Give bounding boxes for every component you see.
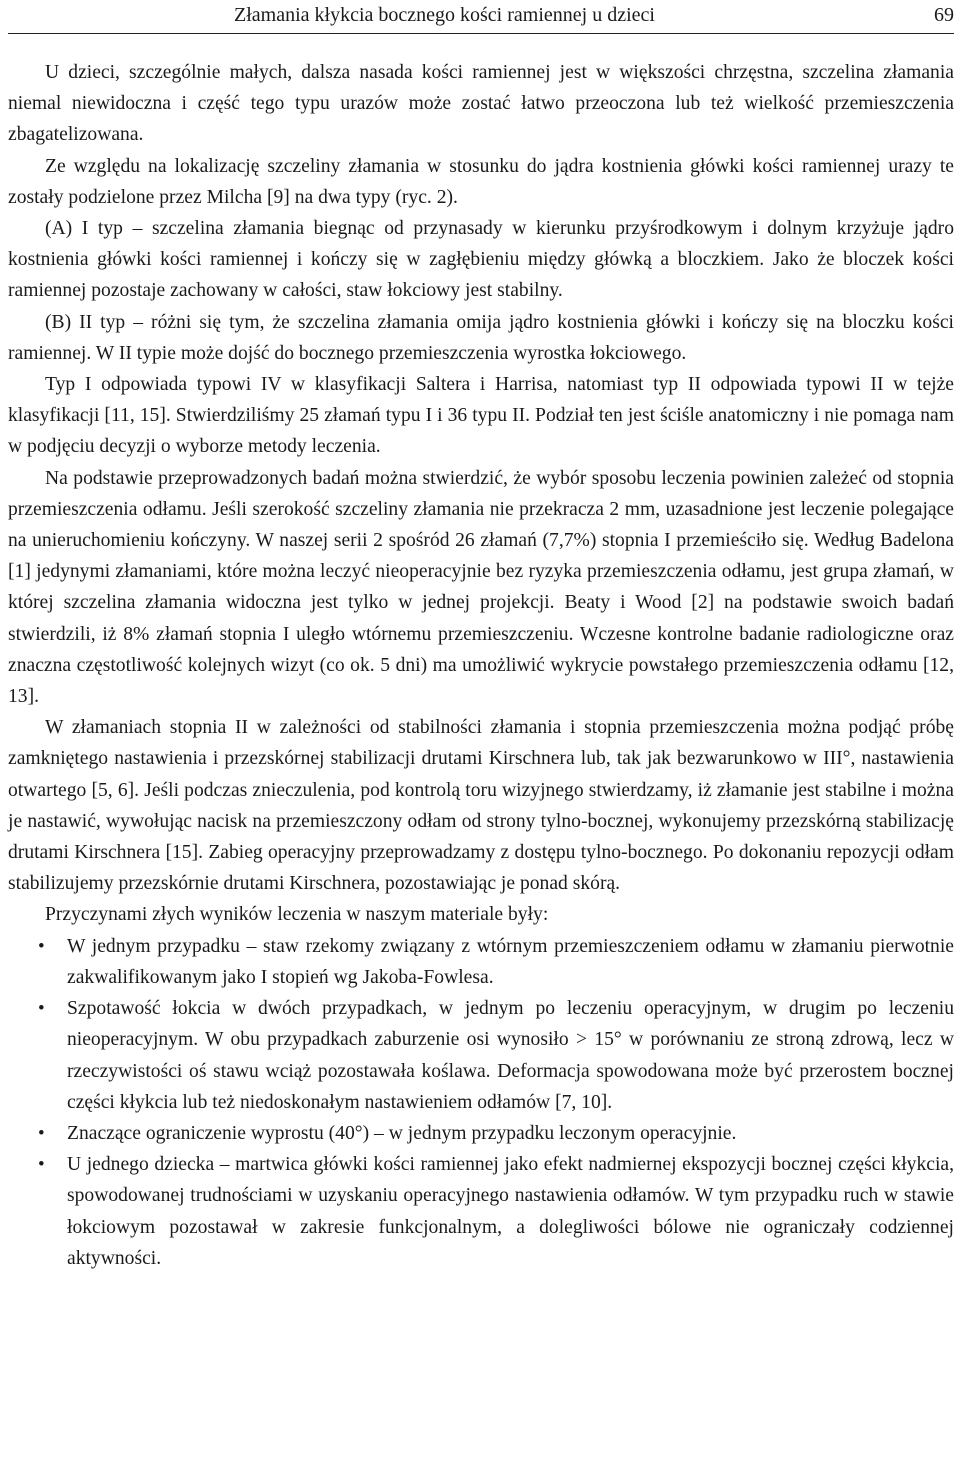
list-item-text: U jednego dziecka – martwica główki kości ramiennej jako efekt nadmiernej ekspozycji bocznej części kłykcia, spowodowanej trudnościami w uzyskaniu operacyjnego nastawienia odłamów. W tym przypadku ruch w stawie łokciowym pozostawał w zakresie funkcjonalnym, a dolegliwości bólowe nie ograniczały codziennej aktywności. (67, 1154, 954, 1269)
page-number: 69 (934, 4, 954, 26)
paragraph: U dzieci, szczególnie małych, dalsza nasada kości ramiennej jest w większości chrzęstna, szczelina złamania niemal niewidoczna i część tego typu urazów może zostać łatwo przeoczona lub też wielkość przemieszczenia zbagatelizowana. (8, 62, 954, 146)
running-title: Złamania kłykcia bocznego kości ramiennej u dzieci (234, 4, 655, 26)
list-item-text: Znaczące ograniczenie wyprostu (40°) – w jednym przypadku leczonym operacyjnie. (67, 1122, 737, 1144)
list-item-text: W jednym przypadku – staw rzekomy związany z wtórnym przemieszczeniem odłamu w złamaniu pierwotnie zakwalifikowanym jako I stopień wg Jakoba-Fowlesa. (67, 935, 954, 988)
causes-list (8, 931, 954, 1274)
list-item-text: Szpotawość łokcia w dwóch przypadkach, w jednym po leczeniu operacyjnym, w drugim po leczeniu nieoperacyjnym. W obu przypadkach zaburzenie osi wynosiło > 15° w porównaniu ze stroną zdrową, lecz w rzeczywistości oś stawu wciąż pozostawała koślawa. Deformacja spowodowana może być przerostem bocznej części kłykcia lub też niedoskonałym nastawieniem odłamów [7, 10]. (67, 998, 954, 1113)
paragraph: W złamaniach stopnia II w zależności od stabilności złamania i stopnia przemieszczenia można podjąć próbę zamkniętego nastawienia i przezskórnej stabilizacji drutami Kirschnera lub, tak jak bezwarunkowo w III°, nastawienia otwartego [5, 6]. Jeśli podczas znieczulenia, pod kontrolą toru wizyjnego stwierdzamy, iż złamanie jest stabilne i można je nastawić, wywołując nacisk na przemieszczony odłam od strony tylno-bocznej, wykonujemy przezskórną stabilizację drutami Kirschnera [15]. Zabieg operacyjny przeprowadzamy z dostępu tylno-bocznego. Po dokonaniu repozycji odłam stabilizujemy przezskórnie drutami Kirschnera, pozostawiając je ponad skórą. (8, 717, 954, 895)
page-header (8, 0, 954, 34)
paragraph: (A) I typ – szczelina złamania biegnąc od przynasady w kierunku przyśrodkowym i dolnym krzyżuje jądro kostnienia główki kości ramiennej i kończy się w zagłębieniu między główką a bloczkiem. Jako że bloczek kości ramiennej pozostaje zachowany w całości, staw łokciowy jest stabilny. (8, 218, 954, 302)
paragraph: Typ I odpowiada typowi IV w klasyfikacji Saltera i Harrisa, natomiast typ II odpowiada typowi II w tejże klasyfikacji [11, 15]. Stwierdziliśmy 25 złamań typu I i 36 typu II. Podział ten jest ściśle anatomiczny i nie pomaga nam w podjęciu decyzji o wyborze metody leczenia. (8, 374, 954, 458)
paragraph: Przyczynami złych wyników leczenia w naszym materiale były: (45, 904, 549, 926)
article-body (8, 57, 954, 1274)
paragraph: Na podstawie przeprowadzonych badań można stwierdzić, że wybór sposobu leczenia powinien zależeć od stopnia przemieszczenia odłamu. Jeśli szerokość szczeliny złamania nie przekracza 2 mm, uzasadnione jest leczenie polegające na unieruchomieniu kończyny. W naszej serii 2 spośród 26 złamań (7,7%) stopnia I przemieściło się. Według Badelona [1] jedynymi złamaniami, które można leczyć nieoperacyjnie bez ryzyka przemieszczenia odłamu, jest grupa złamań, w której szczelina złamania widoczna jest tylko w jednej projekcji. Beaty i Wood [2] na podstawie swoich badań stwierdzili, iż 8% złamań stopnia I uległo wtórnemu przemieszczeniu. Wczesne kontrolne badanie radiologiczne oraz znaczna częstotliwość kolejnych wizyt (co ok. 5 dni) ma umożliwić wykrycie powstałego przemieszczenia odłamu [12, 13]. (8, 467, 954, 708)
list-item (8, 993, 954, 1118)
list-item (8, 931, 954, 993)
list-item (8, 1118, 954, 1149)
list-item (8, 1149, 954, 1274)
paragraph: (B) II typ – różni się tym, że szczelina złamania omija jądro kostnienia główki i kończy się na bloczku kości ramiennej. W II typie może dojść do bocznego przemieszczenia wyrostka łokciowego. (8, 311, 954, 364)
bullet-icon: • (38, 1122, 45, 1144)
bullet-icon: • (38, 935, 45, 957)
bullet-icon: • (38, 1154, 45, 1176)
paragraph: Ze względu na lokalizację szczeliny złamania w stosunku do jądra kostnienia główki kości ramiennej urazy te zostały podzielone przez Milcha [9] na dwa typy (ryc. 2). (8, 155, 954, 208)
bullet-icon: • (38, 998, 45, 1020)
